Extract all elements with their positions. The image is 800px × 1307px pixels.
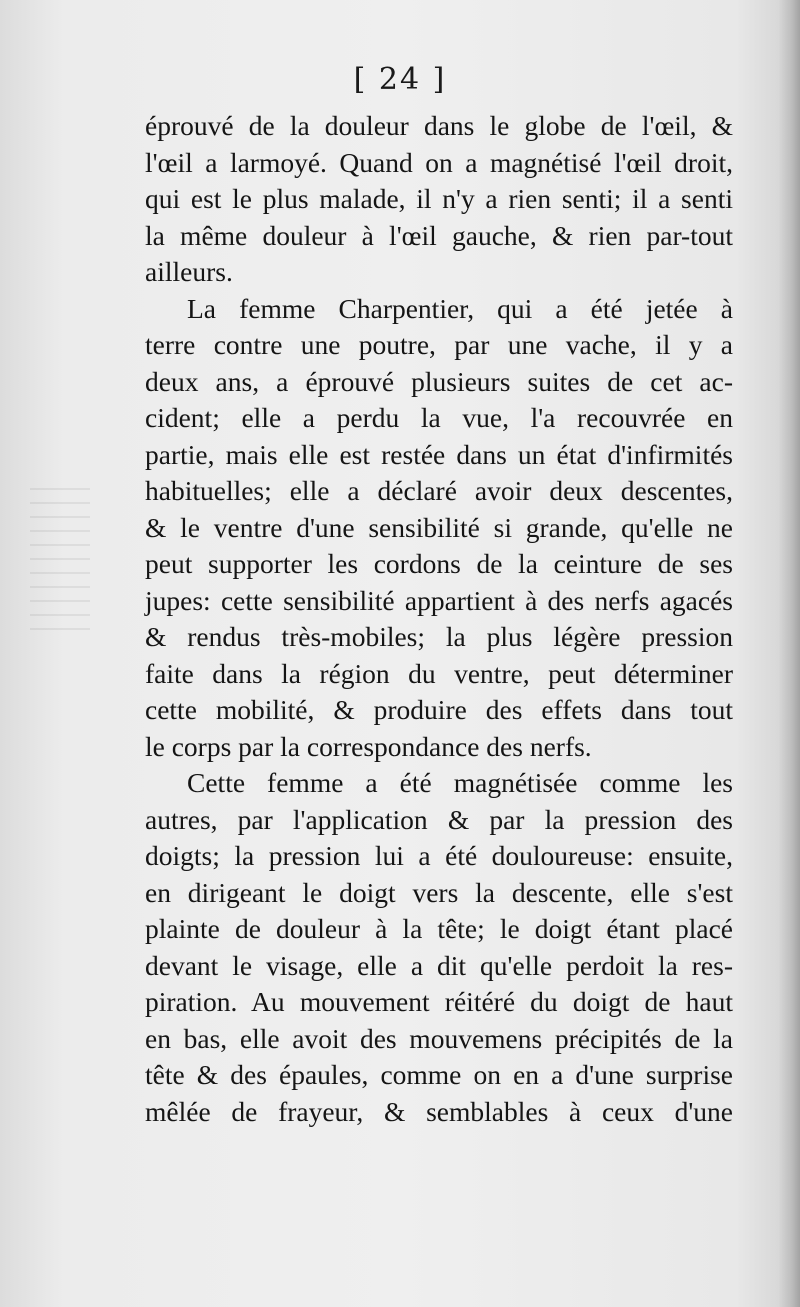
- paragraph-2: [145, 291, 733, 766]
- paragraph-3: [145, 765, 733, 1130]
- text-line: qui est le plus malade, il n'y a rien senti; il a senti: [145, 183, 733, 214]
- text-line: doigts; la pression lui a été douloureuse: ensuite,: [145, 840, 733, 871]
- text-line: le corps par la correspondance des nerfs.: [145, 730, 592, 762]
- text-line: & rendus très-mobiles; la plus légère pression: [145, 621, 733, 652]
- text-line: partie, mais elle est restée dans un état d'infirmités: [145, 438, 733, 470]
- text-line: cette mobilité, & produire des effets dans tout: [145, 694, 733, 725]
- paragraph-1: [145, 108, 733, 291]
- text-line: piration. Au mouvement réitéré du doigt de haut: [145, 986, 733, 1017]
- text-line: plainte de douleur à la tête; le doigt étant placé: [145, 913, 733, 944]
- text-line: La femme Charpentier, qui a été jetée à: [187, 292, 733, 324]
- page-edge-shadow: [778, 0, 800, 1307]
- text-line: faite dans la région du ventre, peut déterminer: [145, 657, 733, 689]
- text-line: tête & des épaules, comme on en a d'une surprise: [145, 1059, 733, 1090]
- text-line: l'œil a larmoyé. Quand on a magnétisé l'œil droit,: [145, 146, 733, 178]
- text-line: devant le visage, elle a dit qu'elle perdoit la res-: [145, 949, 733, 981]
- text-line: peut supporter les cordons de la ceinture de ses: [145, 548, 733, 579]
- text-line: autres, par l'application & par la pression des: [145, 803, 733, 835]
- text-line: cident; elle a perdu la vue, l'a recouvrée en: [145, 402, 733, 433]
- page-number: [ 24 ]: [353, 62, 447, 97]
- text-line: terre contre une poutre, par une vache, il y a: [145, 329, 733, 360]
- text-line: & le ventre d'une sensibilité si grande, qu'elle ne: [145, 511, 733, 543]
- text-line: mêlée de frayeur, & semblables à ceux d'une: [145, 1095, 733, 1127]
- text-line: la même douleur à l'œil gauche, & rien par-tout: [145, 219, 733, 251]
- text-line: ailleurs.: [145, 256, 233, 287]
- text-line: en bas, elle avoit des mouvemens précipités de la: [145, 1022, 733, 1054]
- text-line: éprouvé de la douleur dans le globe de l'œil, &: [145, 110, 733, 141]
- body-text: [145, 108, 733, 1130]
- text-line: en dirigeant le doigt vers la descente, elle s'est: [145, 876, 733, 908]
- text-line: deux ans, a éprouvé plusieurs suites de cet ac-: [145, 365, 733, 397]
- text-line: Cette femme a été magnétisée comme les: [187, 767, 733, 798]
- bleed-through-marks: [30, 480, 90, 630]
- text-line: jupes: cette sensibilité appartient à des nerfs agacés: [145, 584, 733, 616]
- text-line: habituelles; elle a déclaré avoir deux descentes,: [145, 475, 733, 506]
